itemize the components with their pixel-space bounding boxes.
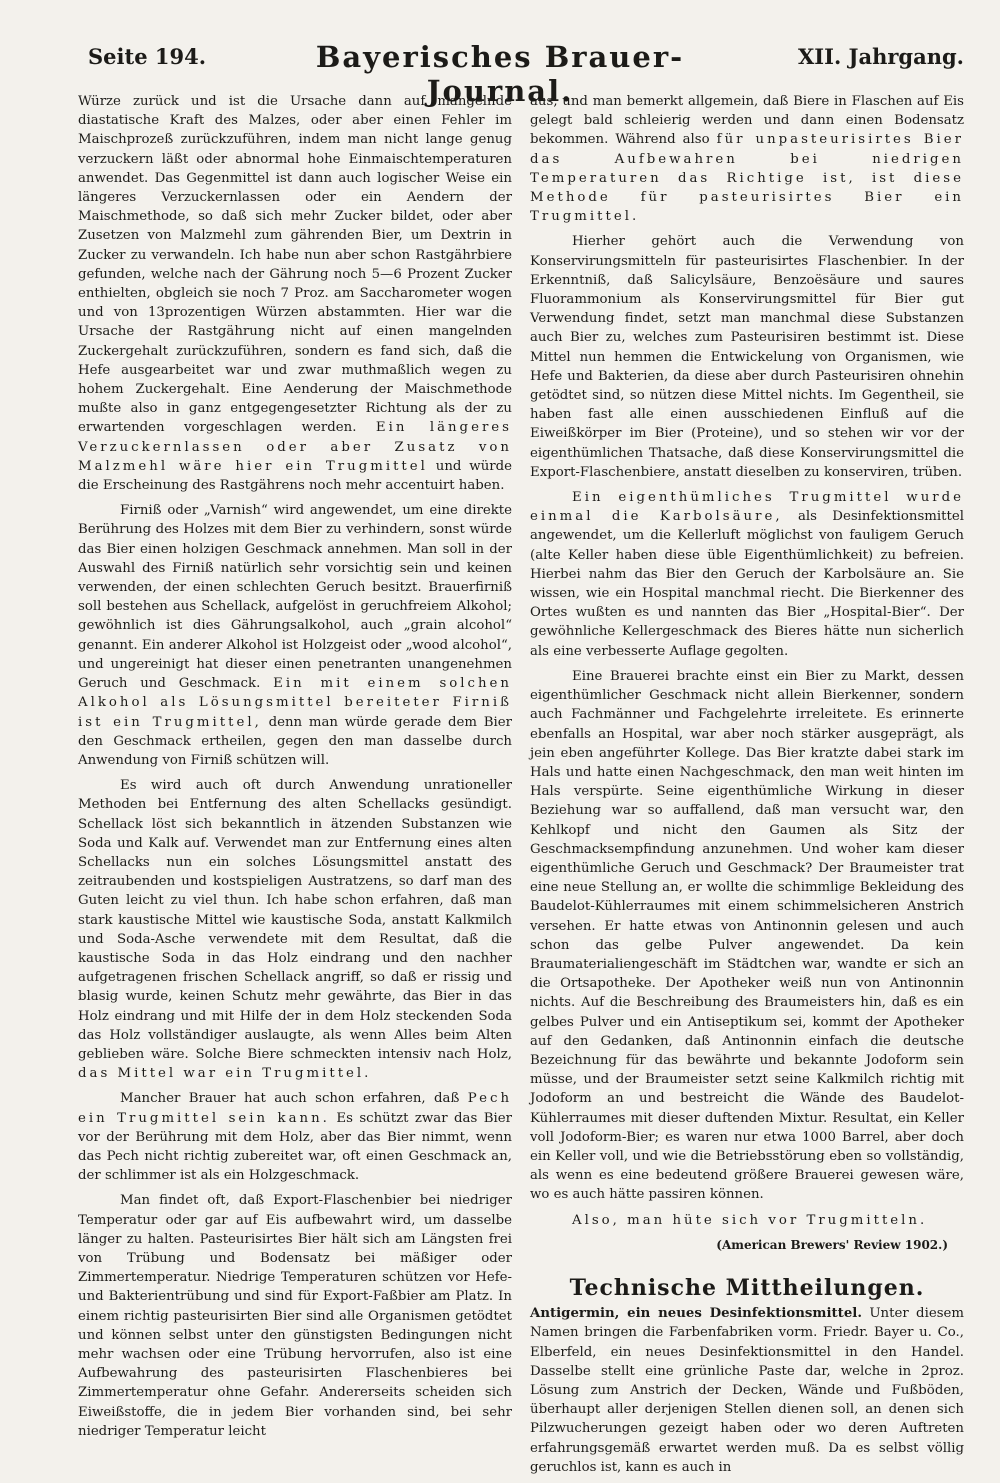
paragraph-text: Mancher Brauer hat auch schon erfahren, daß bbox=[120, 1091, 460, 1107]
section-heading: Technische Mittheilungen. bbox=[569, 1274, 925, 1301]
paragraph-text: und würde die Erscheinung des Rastgährens noch mehr accentuirt haben. bbox=[78, 458, 512, 494]
spaced-emphasis: Also, man hüte sich vor Trugmitteln. bbox=[572, 1212, 928, 1228]
paragraph-text: Man findet oft, daß Export-Flaschenbier bei niedriger Temperatur oder gar auf Eis aufbewahrt wird, um dasselbe länger zu halten. Pasteurisirtes Bier hält sich am Längsten frei von Trübung und Bodensatz bei mäßiger oder Zimmertemperatur. Niedrige Temperaturen schützen vor Hefe- und Bakterientrübung und sind für Export-Faßbier am Platz. In einem richtig pasteurisirten Bier sind alle Organismen getödtet und können selbst unter den günstigsten Bedingungen nicht mehr wachsen oder eine Trübung hervorrufen, also ist eine Aufbewahrung des pasteurisirten Flaschenbieres bei Zimmertemperatur ohne Gefahr. Andererseits scheiden sich Eiweißstoffe, die in jedem Bier vorhanden sind, bei sehr niedriger Temperatur leicht bbox=[78, 1193, 512, 1439]
spaced-emphasis: für unpasteurisirtes Bier das Aufbewahren bei niedrigen Temperaturen das Richtige ist, ist diese Methode für pasteurisirtes Bier ein Trugmittel. bbox=[530, 132, 964, 225]
article-source: (American Brewers' Review 1902.) bbox=[716, 1237, 948, 1252]
paragraph-text: Es schützt zwar das Bier vor der Berührung mit dem Holz, aber das Bier nimmt, wenn das Pech nicht richtig zubereitet war, oft einen Geschmack an, der schlimmer ist als ein Holzgeschmack. bbox=[78, 1110, 513, 1184]
paragraph-text: Würze zurück und ist die Ursache dann auf mangelnde diastatische Kraft des Malzes, oder aber einen Fehler im Maischprozeß zurückzuführen, indem man nicht lange genug verzuckern läßt oder abnormal hohe Einmaischtemperaturen anwendet. Das Gegenmittel ist dann auch logischer Weise ein längeres Verzuckernlassen oder ein Aendern der Maischmethode, so daß sich mehr Zucker bildet, oder aber Zusetzen von Malzmehl zum gährenden Bier, um Dextrin in Zucker zu verwandeln. Ich habe nun aber schon Rastgährbiere gefunden, welche nach der Gährung noch 5—6 Prozent Zucker enthielten, obgleich sie noch 7 Proz. am Saccharometer wogen und von 13prozentigen Würzen abstammten. Hier war die Ursache der Rastgährung nicht auf einen mangelnden Zuckergehalt zurückzuführen, sondern es fand sich, daß die Hefe ausgearbeitet war und zwar muthmaßlich wegen zu hohem Zuckergehalt. Eine Aenderung der Maischmethode mußte also in ganz entgegengesetzter Richtung als der zu erwartenden vorgeschlagen werden. bbox=[78, 94, 512, 436]
paragraph-text: Eine Brauerei brachte einst ein Bier zu Markt, dessen eigenthümlicher Geschmack nicht allein Bierkenner, sondern auch Fachmänner und Fachgelehrte irreleitete. Es erinnerte ebenfalls an Hospital, war aber noch stärker ausgeprägt, als jein eben angeführter Kollege. Das Bier kratzte dabei stark im Hals und hatte einen Nachgeschmack, den man weit hinten im Hals verspürte. Seine eigenthümliche Wirkung in dieser Beziehung war so auffallend, daß man versucht war, den Kehlkopf und nicht den Gaumen als Sitz der Geschmacksempfindung anzunehmen. Und woher kam dieser eigenthümliche Geruch und Geschmack? Der Braumeister trat eine neue Stellung an, er wollte die schimmlige Bekleidung des Baudelot-Kühlerraumes mit einem schimmelsicheren Anstrich versehen. Er hatte etwas von Antinonnin gelesen und auch schon das gelbe Pulver angewendet. Da kein Braumaterialiengeschäft im Städtchen war, wandte er sich an die Ortsapotheke. Der Apotheker weiß nun von Antinonnin nichts. Auf die Beschreibung des Braumeisters hin, daß es ein gelbes Pulver und ein Antiseptikum sei, kommt der Apotheker auf den Gedanken, daß Antinonnin einfach die deutsche Bezeichnung für das bewährte und bekannte Jodoform sein müsse, und der Braumeister setzt seine Kalkmilch richtig mit Jodoform an und bestreicht die Wände des Baudelot-Kühlerraumes mit dieser duftenden Mixtur. Resultat, ein Keller voll Jodoform-Bier; es waren nur etwa 1000 Barrel, aber doch ein Keller voll, und wie die Betriebsstörung eben so vollständig, als wenn es eine bedeutend größere Brauerei gewesen wäre, wo es auch hätte passiren können. bbox=[530, 668, 964, 1203]
paragraph-text: denn man würde gerade dem Bier den Geschmack ertheilen, gegen den man dasselbe durch Anwendung von Firniß schützen will. bbox=[78, 714, 512, 768]
paragraph bbox=[530, 232, 964, 482]
page-number: Seite 194. bbox=[88, 44, 207, 69]
paragraph bbox=[78, 501, 512, 770]
paragraph-text: Es wird auch oft durch Anwendung unrationeller Methoden bei Entfernung des alten Schellacks gesündigt. Schellack löst sich bekanntlich in ätzenden Substanzen wie Soda und Kalk auf. Verwendet man zur Entfernung eines alten Schellacks nun ein solches Lösungsmittel anstatt des zeitraubenden und kostspieligen Austratzens, so darf man des Guten leicht zu viel thun. Ich habe schon erfahren, daß man stark kaustische Mittel wie kaustische Soda, anstatt Kalkmilch und Soda-Asche verwendete mit dem Resultat, daß die kaustische Soda in das Holz eindrang und den nachher aufgetragenen frischen Schellack angriff, so daß er rissig und blasig wurde, keinen Schutz mehr gewährte, das Bier in das Holz eindrang und mit Hilfe der in dem Holz steckenden Soda das Holz vollständiger auslaugte, als wenn Alles beim Alten geblieben wäre. Solche Biere schmeckten intensiv nach Holz, bbox=[78, 778, 512, 1062]
paragraph-text: als Desinfektionsmittel angewendet, um die Kellerluft möglichst von fauligem Geruch (alte Keller haben diese üble Eigenthümlichkeit) zu befreien. Hierbei nahm das Bier den Geruch der Karbolsäure an. Sie wissen, wie ein Hospital manchmal riecht. Die Bierkenner des Ortes wußten es und nannten das Bier „Hospital-Bier“. Der gewöhnliche Kellergeschmack des Bieres hätte nun sicherlich als eine verbesserte Auflage gegolten. bbox=[530, 509, 964, 659]
left-column bbox=[78, 92, 512, 1447]
paragraph-text: Hierher gehört auch die Verwendung von Konservirungsmitteln für pasteurisirtes Flaschenbier. In der Erkenntniß, daß Salicylsäure, Benzoësäure und saures Fluorammonium als Konservirungsmittel für Bier gut Verwendung findet, setzt man manchmal diese Substanzen auch Bier zu, welches zum Pasteurisiren bestimmt ist. Diese Mittel nun hemmen die Entwickelung von Organismen, wie Hefe und Bakterien, da diese aber durch Pasteurisiren ohnehin getödtet sind, so nützen diese Mittel nichts. Im Gegentheil, sie haben fast alle einen ausschiedenen Einfluß auf die Eiweißkörper im Bier (Proteine), und so stehen wir vor der eigenthümlichen Thatsache, daß diese Konservirungsmittel die Export-Flaschenbiere, anstatt dieselben zu konserviren, trüben. bbox=[530, 234, 964, 480]
paragraph bbox=[78, 1089, 512, 1185]
paragraph-text: aus, und man bemerkt allgemein, daß Biere in Flaschen auf Eis gelegt bald schleierig werden und dann einen Bodensatz bekommen. Während also bbox=[530, 94, 964, 148]
spaced-emphasis: Ein mit einem solchen Alkohol als Lösungsmittel bereiteter Firniß ist ein Trugmittel, bbox=[78, 676, 512, 730]
paragraph bbox=[530, 1211, 964, 1230]
paragraph bbox=[530, 488, 964, 661]
paragraph bbox=[530, 667, 964, 1205]
spaced-emphasis: das Mittel war ein Trugmittel. bbox=[78, 1066, 372, 1082]
spaced-emphasis: Pech ein Trugmittel sein kann. bbox=[78, 1091, 513, 1126]
spaced-emphasis: Ein längeres Verzuckernlassen oder aber Zusatz von Malzmehl wäre hier ein Trugmittel bbox=[78, 420, 512, 474]
journal-title: Bayerisches Brauer-Journal. bbox=[315, 40, 685, 108]
article-title: Antigermin, ein neues Desinfektionsmittel. bbox=[530, 1306, 862, 1322]
spaced-emphasis: Ein eigenthümliches Trugmittel wurde einmal die Karbolsäure, bbox=[530, 490, 964, 525]
paragraph bbox=[78, 1191, 512, 1441]
paragraph bbox=[78, 776, 512, 1083]
paragraph-text: Firniß oder „Varnish“ wird angewendet, um eine direkte Berührung des Holzes mit dem Bier zu verhindern, sonst würde das Bier einen holzigen Geschmack annehmen. Man soll in der Auswahl des Firniß natürlich sehr vorsichtig sein und keinen verwenden, der einen schlechten Geruch besitzt. Brauerfirniß soll bestehen aus Schellack, aufgelöst in geruchfreiem Alkohol; gewöhnlich ist dies Gährungsalkohol, auch „grain alcohol“ genannt. Ein anderer Alkohol ist Holzgeist oder „wood alcohol“, und ungereinigt hat dieser einen penetranten unangenehmen Geruch und Geschmack. bbox=[78, 503, 512, 692]
volume-label: XII. Jahrgang. bbox=[798, 44, 964, 69]
page-header bbox=[0, 0, 1000, 108]
right-column bbox=[530, 92, 964, 1483]
paragraph-text: Unter diesem Namen bringen die Farbenfabriken vorm. Friedr. Bayer u. Co., Elberfeld, ein neues Desinfektionsmittel in den Handel. Dasselbe stellt eine grünliche Paste dar, welche in 2proz. Lösung zum Anstrich der Decken, Wände und Fußböden, überhaupt aller derjenigen Stellen dienen soll, an denen sich Pilzwucherungen gezeigt haben oder wo deren Auftreten erfahrungsgemäß erwartet werden muß. Da es selbst völlig geruchlos ist, kann es auch in bbox=[530, 1306, 964, 1475]
paragraph bbox=[78, 92, 512, 495]
paragraph bbox=[530, 1304, 964, 1477]
paragraph bbox=[530, 92, 964, 226]
